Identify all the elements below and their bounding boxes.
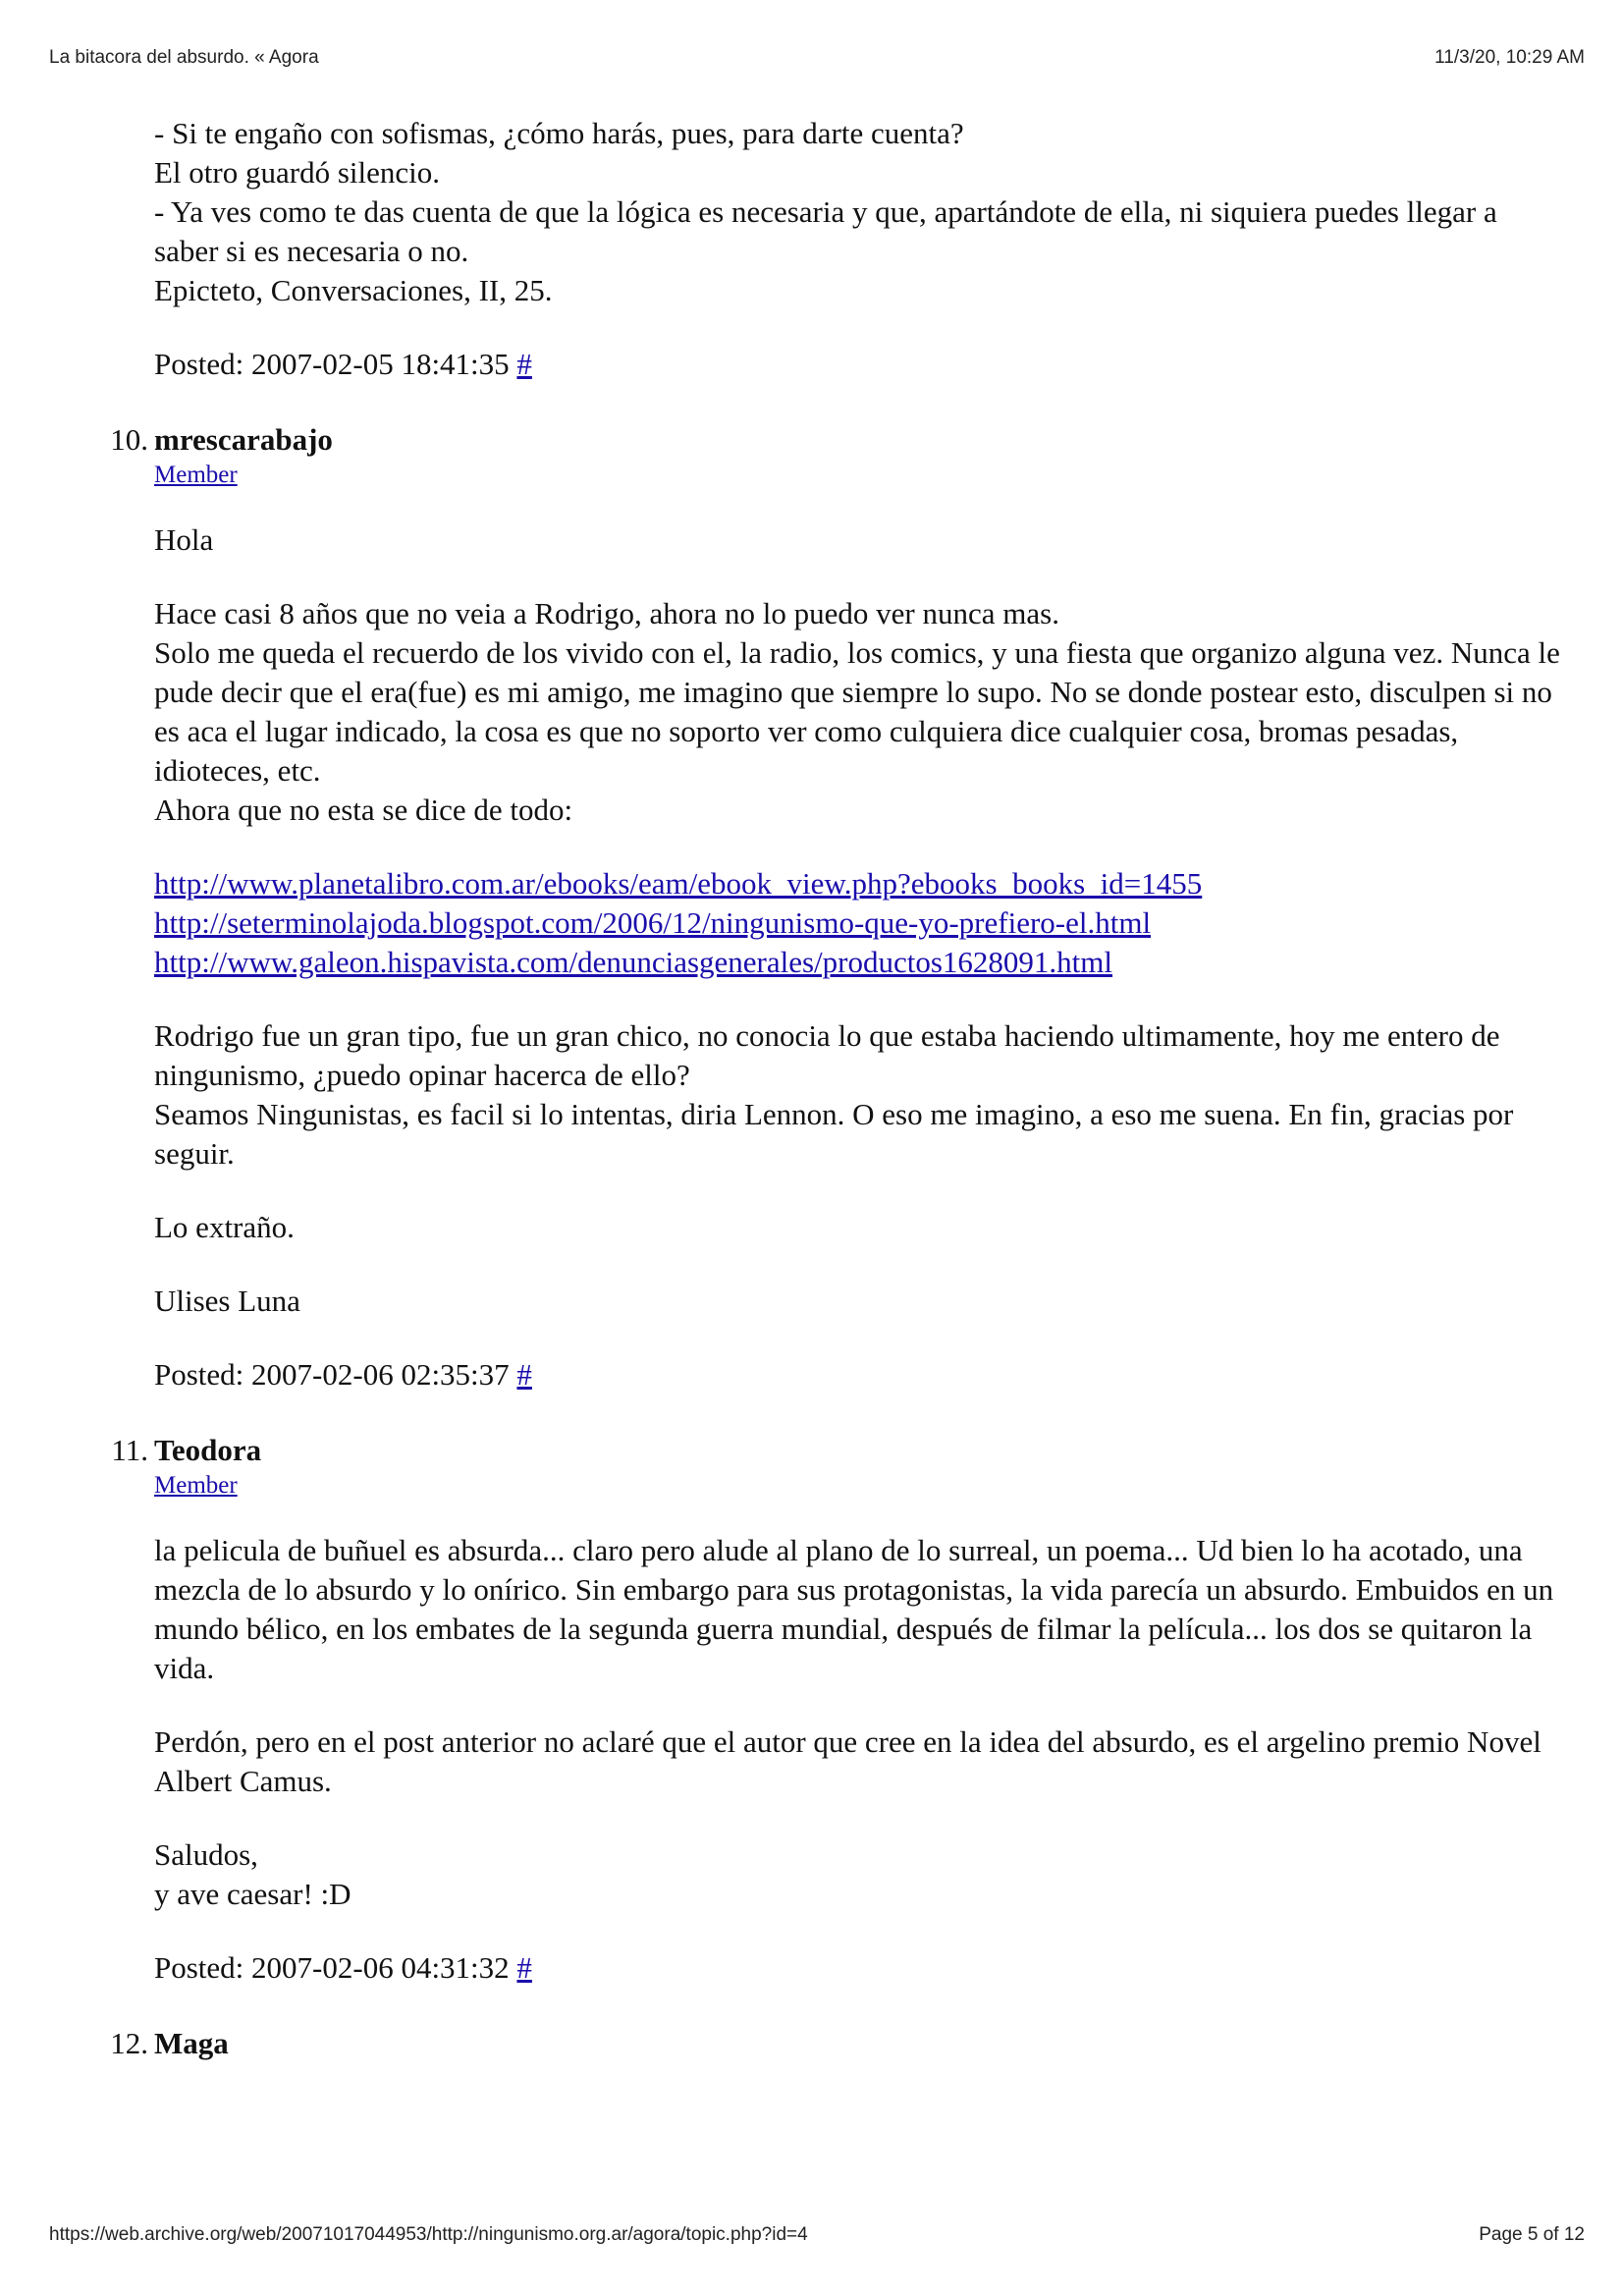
text-line: - Ya ves como te das cuenta de que la lógica es necesaria y que, apartándote de ella, ni siquiera puedes llegar a saber si es necesaria o no.	[154, 194, 1497, 268]
text-line: Solo me queda el recuerdo de los vivido con el, la radio, los comics, y una fiesta que organizo alguna vez. Nunca le pude decir que el era(fue) es mi amigo, me imagino que siempre lo supo. No se donde postear esto, disculpen si no es aca el lugar indicado, la cosa es que no soporto ver como culquiera dice cualquier cosa, bromas pesadas, idioteces, etc.	[154, 635, 1560, 788]
post-author: Maga	[154, 2026, 229, 2060]
post-number: 12.	[110, 2026, 148, 2060]
forum-thread	[110, 114, 1568, 2063]
member-link[interactable]: Member	[154, 1472, 238, 1499]
post-signature: Ulises Luna	[154, 1284, 300, 1318]
external-link[interactable]: http://www.planetalibro.com.ar/ebooks/eam/ebook_view.php?ebooks_books_id=1455	[154, 866, 1203, 901]
text-line: Epicteto, Conversaciones, II, 25.	[154, 273, 553, 307]
text-line: y ave caesar! :D	[154, 1877, 351, 1911]
permalink[interactable]: #	[516, 1950, 532, 1985]
post-closing: Lo extraño.	[154, 1210, 295, 1244]
post-paragraph	[154, 594, 1568, 830]
post-paragraph: la pelicula de buñuel es absurda... claro pero alude al plano de lo surreal, un poema... Ud bien lo ha acotado, una mezcla de lo absurdo y lo onírico. Sin embargo para sus protagonistas, la vida parecía un absurdo. Embuidos en un mundo bélico, en los embates de la segunda guerra mundial, después de filmar la película... los dos se quitaron la vida.	[154, 1533, 1554, 1685]
post-11	[111, 1431, 1568, 1988]
page-counter: Page 5 of 12	[1479, 2224, 1585, 2245]
posted-date: 2007-02-05 18:41:35	[251, 347, 510, 381]
post-author: Teodora	[154, 1433, 262, 1467]
member-link[interactable]: Member	[154, 462, 238, 488]
post-10	[110, 420, 1568, 1394]
text-line: Rodrigo fue un gran tipo, fue un gran chico, no conocia lo que estaba haciendo ultimamente, hoy me entero de ningunismo, ¿puedo opinar hacerca de ello?	[154, 1018, 1500, 1092]
external-link[interactable]: http://www.galeon.hispavista.com/denunciasgenerales/productos1628091.html	[154, 945, 1113, 979]
text-line: Saludos,	[154, 1837, 258, 1872]
posted-date: 2007-02-06 04:31:32	[251, 1950, 510, 1985]
post-number: 10.	[110, 422, 148, 457]
post-number: 11.	[111, 1433, 148, 1467]
post-timestamp	[154, 345, 1568, 384]
post-9	[154, 114, 1568, 384]
posted-label: Posted:	[154, 347, 244, 381]
page-url: https://web.archive.org/web/20071017044953/http://ningunismo.org.ar/agora/topic.php?id=4	[49, 2224, 808, 2245]
text-line: Ahora que no esta se dice de todo:	[154, 793, 573, 827]
print-footer	[49, 2224, 1585, 2246]
post-paragraph	[154, 1016, 1568, 1174]
print-header	[49, 47, 1585, 69]
post-paragraph: Perdón, pero en el post anterior no aclaré que el autor que cree en la idea del absurdo, es el argelino premio Novel Albert Camus.	[154, 1724, 1541, 1798]
text-line: El otro guardó silencio.	[154, 155, 440, 190]
page-title: La bitacora del absurdo. « Agora	[49, 47, 319, 68]
permalink[interactable]: #	[516, 1357, 532, 1392]
posted-date: 2007-02-06 02:35:37	[251, 1357, 510, 1392]
posted-label: Posted:	[154, 1357, 244, 1392]
post-12	[110, 2024, 1568, 2063]
permalink[interactable]: #	[516, 347, 532, 381]
post-closing	[154, 1835, 1568, 1914]
posted-label: Posted:	[154, 1950, 244, 1985]
post-greeting: Hola	[154, 522, 214, 557]
text-line: Seamos Ningunistas, es facil si lo intentas, diria Lennon. O eso me imagino, a eso me suena. En fin, gracias por seguir.	[154, 1097, 1514, 1171]
post-body	[154, 114, 1568, 310]
text-line: - Si te engaño con sofismas, ¿cómo harás, pues, para darte cuenta?	[154, 116, 964, 150]
post-timestamp	[154, 1355, 1568, 1394]
post-links	[154, 864, 1568, 982]
external-link[interactable]: http://seterminolajoda.blogspot.com/2006/12/ningunismo-que-yo-prefiero-el.html	[154, 905, 1152, 940]
post-author: mrescarabajo	[154, 422, 333, 457]
text-line: Hace casi 8 años que no veia a Rodrigo, ahora no lo puedo ver nunca mas.	[154, 596, 1059, 630]
print-datetime: 11/3/20, 10:29 AM	[1434, 47, 1585, 68]
post-timestamp	[154, 1948, 1568, 1988]
